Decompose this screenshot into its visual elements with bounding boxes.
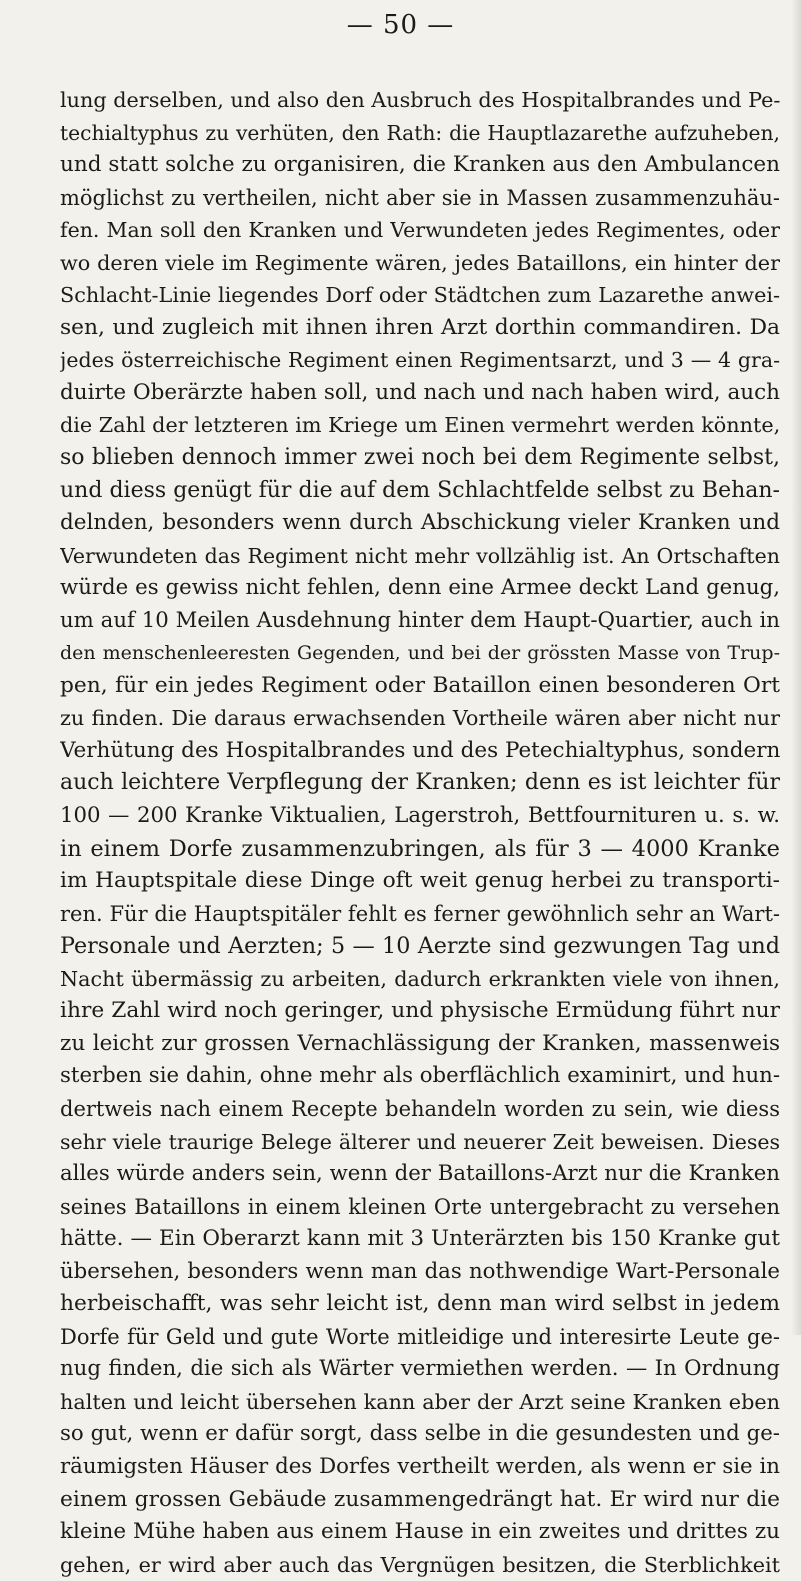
text-line: duirte Oberärzte haben soll, und nach und nach haben wird, auch	[60, 379, 780, 405]
text-line: um auf 10 Meilen Ausdehnung hinter dem Haupt-Quartier, auch in	[60, 607, 780, 633]
text-line: Personale und Aerzten; 5 — 10 Aerzte sind gezwungen Tag und	[60, 933, 780, 960]
text-line: 100 — 200 Kranke Viktualien, Lagerstroh, Bettfournituren u. s. w.	[60, 803, 780, 829]
text-line: techialtyphus zu verhüten, den Rath: die Hauptlazarethe aufzuheben,	[60, 120, 780, 145]
text-line: übersehen, besonders wenn man das nothwendige Wart-Personale	[60, 1258, 780, 1284]
text-line: räumigsten Häuser des Dorfes vertheilt werden, als wenn er sie in	[60, 1453, 780, 1479]
text-line: in einem Dorfe zusammenzubringen, als für 3 — 4000 Kranke	[60, 835, 780, 862]
body-text	[60, 84, 780, 1581]
text-line: Verwundeten das Regiment nicht mehr vollzählig ist. An Ortschaften	[60, 543, 780, 568]
text-line: den menschenleeresten Gegenden, und bei der grössten Masse von Trup-	[60, 642, 780, 665]
text-line: nug finden, die sich als Wärter vermiethen werden. — In Ordnung	[60, 1356, 780, 1382]
text-line: so gut, wenn er dafür sorgt, dass selbe in die gesundesten und ge-	[60, 1421, 780, 1447]
text-line: Dorfe für Geld und gute Worte mitleidige und interesirte Leute ge-	[60, 1324, 780, 1349]
text-line: halten und leicht übersehen kann aber der Arzt seine Kranken eben	[60, 1389, 780, 1414]
text-line: lung derselben, und also den Ausbruch des Hospitalbrandes und Pe-	[60, 88, 780, 112]
text-line: ren. Für die Hauptspitäler fehlt es ferner gewöhnlich sehr an Wart-	[60, 901, 780, 926]
text-line: delnden, besonders wenn durch Abschickung vieler Kranken und	[60, 510, 780, 536]
text-line: gehen, er wird aber auch das Vergnügen besitzen, die Sterblichkeit	[60, 1552, 780, 1577]
text-line: sen, und zugleich mit ihnen ihren Arzt dorthin commandiren. Da	[60, 314, 780, 340]
text-line: und diess genügt für die auf dem Schlachtfelde selbst zu Behan-	[60, 477, 780, 503]
text-line: und statt solche zu organisiren, die Kranken aus den Ambulancen	[60, 152, 780, 178]
text-line: Schlacht-Linie liegendes Dorf oder Städtchen zum Lazarethe anwei-	[60, 283, 780, 308]
text-line: herbeischafft, was sehr leicht ist, denn man wird selbst in jedem	[60, 1291, 780, 1317]
text-line: kleine Mühe haben aus einem Hause in ein zweites und drittes zu	[60, 1519, 780, 1545]
text-line: einem grossen Gebäude zusammengedrängt hat. Er wird nur die	[60, 1486, 780, 1512]
text-line: auch leichtere Verpflegung der Kranken; denn es ist leichter für	[60, 770, 780, 796]
text-line: sterben sie dahin, ohne mehr als oberflächlich examinirt, und hun-	[60, 1063, 780, 1089]
text-line: zu finden. Die daraus erwachsenden Vortheile wären aber nicht nur	[60, 706, 780, 731]
text-line: seines Bataillons in einem kleinen Orte untergebracht zu versehen	[60, 1194, 780, 1219]
text-line: so blieben dennoch immer zwei noch bei dem Regimente selbst,	[60, 445, 780, 471]
text-line: sehr viele traurige Belege älterer und neuerer Zeit beweisen. Dieses	[60, 1129, 780, 1154]
text-line: ihre Zahl wird noch geringer, und physische Ermüdung führt nur	[60, 998, 780, 1024]
text-line: dertweis nach einem Recepte behandeln worden zu sein, wie diess	[60, 1096, 780, 1121]
page-number: — 50 —	[346, 10, 455, 40]
text-line: hätte. — Ein Oberarzt kann mit 3 Unterärzten bis 150 Kranke gut	[60, 1226, 780, 1252]
text-line: pen, für ein jedes Regiment oder Bataillon einen besonderen Ort	[60, 672, 780, 698]
text-line: zu leicht zur grossen Vernachlässigung der Kranken, massenweis	[60, 1030, 780, 1056]
text-line: würde es gewiss nicht fehlen, denn eine Armee deckt Land genug,	[60, 575, 780, 601]
text-line: Verhütung des Hospitalbrandes und des Petechialtyphus, sondern	[60, 737, 780, 763]
text-line: möglichst zu vertheilen, nicht aber sie in Massen zusammenzuhäu-	[60, 185, 780, 210]
text-line: Nacht übermässig zu arbeiten, dadurch erkrankten viele von ihnen,	[60, 966, 780, 991]
text-line: alles würde anders sein, wenn der Bataillons-Arzt nur die Kranken	[60, 1161, 780, 1187]
text-line: fen. Man soll den Kranken und Verwundeten jedes Regimentes, oder	[60, 218, 780, 243]
text-line: wo deren viele im Regimente wären, jedes Bataillons, ein hinter der	[60, 250, 780, 275]
page-edge-shadow	[791, 0, 801, 1335]
text-line: die Zahl der letzteren im Kriege um Einen vermehrt werden könnte,	[60, 413, 780, 438]
text-line: im Hauptspitale diese Dinge oft weit genug herbei zu transporti-	[60, 868, 780, 894]
text-line: jedes österreichische Regiment einen Regimentsarzt, und 3 — 4 gra-	[60, 348, 780, 373]
